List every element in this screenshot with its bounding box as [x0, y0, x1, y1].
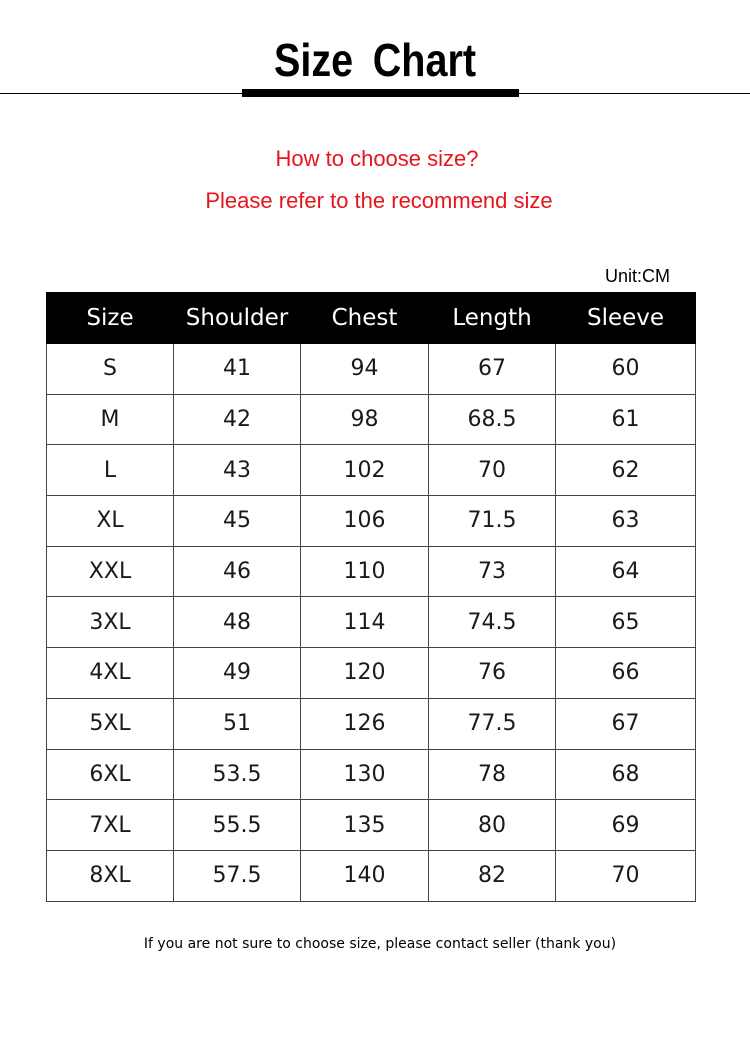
cell-size: 7XL: [47, 800, 174, 851]
cell-shoulder: 45: [174, 496, 301, 547]
header-chest: Chest: [301, 293, 429, 344]
cell-shoulder: 49: [174, 648, 301, 699]
table-row: [47, 597, 696, 648]
subtitle-question: How to choose size?: [275, 146, 479, 171]
cell-size: 5XL: [47, 698, 174, 749]
title-underline-bar: [242, 89, 519, 97]
cell-sleeve: 68: [556, 749, 696, 800]
cell-sleeve: 67: [556, 698, 696, 749]
unit-label: Unit:CM: [604, 266, 670, 286]
cell-size: XXL: [47, 546, 174, 597]
cell-length: 70: [429, 445, 556, 496]
cell-length: 71.5: [429, 496, 556, 547]
cell-chest: 140: [301, 850, 429, 901]
cell-sleeve: 70: [556, 850, 696, 901]
cell-sleeve: 65: [556, 597, 696, 648]
cell-length: 76: [429, 648, 556, 699]
header-sleeve: Sleeve: [556, 293, 696, 344]
table-row: [47, 698, 696, 749]
cell-size: 3XL: [47, 597, 174, 648]
cell-length: 67: [429, 344, 556, 395]
cell-chest: 126: [301, 698, 429, 749]
cell-chest: 94: [301, 344, 429, 395]
cell-sleeve: 66: [556, 648, 696, 699]
cell-size: 6XL: [47, 749, 174, 800]
table-row: [47, 648, 696, 699]
cell-shoulder: 51: [174, 698, 301, 749]
cell-length: 73: [429, 546, 556, 597]
cell-chest: 106: [301, 496, 429, 547]
header-shoulder: Shoulder: [174, 293, 301, 344]
cell-length: 82: [429, 850, 556, 901]
table-row: [47, 344, 696, 395]
header-size: Size: [47, 293, 174, 344]
cell-size: M: [47, 394, 174, 445]
subtitle-instruction: Please refer to the recommend size: [205, 188, 553, 213]
cell-size: XL: [47, 496, 174, 547]
table-row: [47, 800, 696, 851]
cell-shoulder: 43: [174, 445, 301, 496]
cell-sleeve: 64: [556, 546, 696, 597]
cell-shoulder: 41: [174, 344, 301, 395]
cell-length: 78: [429, 749, 556, 800]
cell-shoulder: 42: [174, 394, 301, 445]
cell-sleeve: 62: [556, 445, 696, 496]
cell-size: 8XL: [47, 850, 174, 901]
cell-size: 4XL: [47, 648, 174, 699]
cell-chest: 110: [301, 546, 429, 597]
cell-chest: 102: [301, 445, 429, 496]
cell-sleeve: 69: [556, 800, 696, 851]
cell-length: 80: [429, 800, 556, 851]
cell-chest: 135: [301, 800, 429, 851]
cell-shoulder: 48: [174, 597, 301, 648]
table-row: [47, 546, 696, 597]
cell-length: 74.5: [429, 597, 556, 648]
cell-chest: 114: [301, 597, 429, 648]
page-title: Size Chart: [273, 34, 477, 86]
table-row: [47, 394, 696, 445]
size-chart-table: [46, 292, 696, 902]
cell-sleeve: 61: [556, 394, 696, 445]
cell-shoulder: 57.5: [174, 850, 301, 901]
table-row: [47, 749, 696, 800]
cell-shoulder: 53.5: [174, 749, 301, 800]
table-row: [47, 445, 696, 496]
table-row: [47, 496, 696, 547]
cell-sleeve: 60: [556, 344, 696, 395]
cell-length: 77.5: [429, 698, 556, 749]
cell-chest: 130: [301, 749, 429, 800]
cell-shoulder: 46: [174, 546, 301, 597]
table-row: [47, 850, 696, 901]
cell-size: L: [47, 445, 174, 496]
cell-length: 68.5: [429, 394, 556, 445]
cell-shoulder: 55.5: [174, 800, 301, 851]
cell-chest: 120: [301, 648, 429, 699]
footnote: If you are not sure to choose size, please contact seller (thank you): [143, 936, 617, 952]
cell-chest: 98: [301, 394, 429, 445]
cell-sleeve: 63: [556, 496, 696, 547]
table-header-row: [47, 293, 696, 344]
cell-size: S: [47, 344, 174, 395]
header-length: Length: [429, 293, 556, 344]
